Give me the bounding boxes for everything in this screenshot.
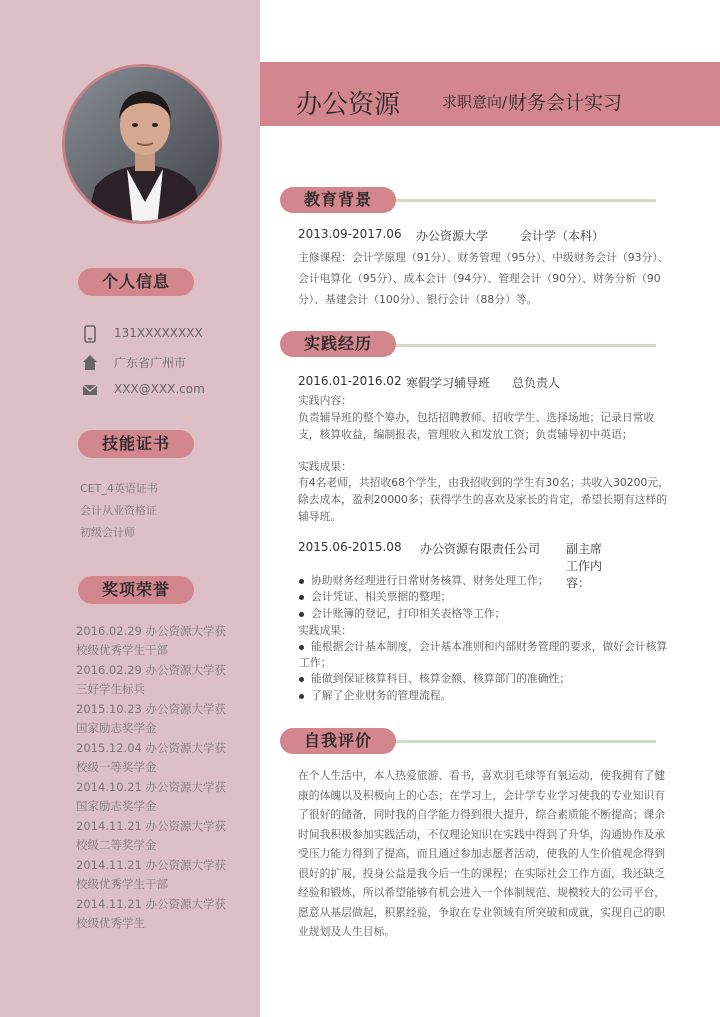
job2-role: 副主席工作内容： xyxy=(566,542,603,590)
contact-email xyxy=(82,381,242,401)
award-item: 2015.10.23 办公资源大学获国家励志奖学金 xyxy=(76,702,226,735)
job1-content-label: 实践内容： xyxy=(298,394,352,407)
phone-text: 131XXXXXXXX xyxy=(114,326,203,340)
job2-duty: 会计凭证、相关票据的整理； xyxy=(299,589,671,605)
job1-result-label: 实践成果： xyxy=(298,460,352,473)
job2-result: 能根据会计基本制度，会计基本准则和内部财务管理的要求，做好会计核算工作； xyxy=(299,640,668,669)
self-eval-text: 在个人生活中，本人热爱旅游、看书，喜欢羽毛球等有氧运动，使我拥有了健康的体魄以及积极向上的心态；在学习上，会计学专业学习使我的专业知识有了很好的储备，同时我的自学能力得到很大提升，综合素质能不断提高；课余时间我积极参加实践活动，不仅理论知识在实践中得到了升华，沟通协作及承受压力能力得到了提高，而且通过参加志愿者活动，使我的人生价值观念得到很好的扩展，投身公益是我今后一生的课程；在实际社会工作方面，我还缺乏经验和锻炼，所以希望能够有机会进入一个体制规范、规模较大的公司平台，愿意从基层做起，积累经验，争取在专业领域有所突破和成就，实现自己的职业规划及人生目标。 xyxy=(298,769,666,938)
home-icon xyxy=(82,353,98,371)
address-text: 广东省广州市 xyxy=(114,356,187,370)
job2-period: 2015.06-2015.08 xyxy=(298,540,402,554)
bullet-icon xyxy=(299,677,304,682)
award-item: 2014.11.21 办公资源大学获校级优秀学生干部 xyxy=(76,858,226,891)
job2-result: 了解了企业财务的管理流程。 xyxy=(299,688,671,704)
award-item: 2016.02.29 办公资源大学获三好学生标兵 xyxy=(76,663,226,696)
contact-phone xyxy=(82,325,242,345)
job2-org: 办公资源有限责任公司 xyxy=(420,542,541,556)
awards-title: 奖项荣誉 xyxy=(78,576,194,604)
skill-item: CET_4英语证书 xyxy=(80,482,158,495)
job2-result: 能做到保证核算科目、核算金额、核算部门的准确性； xyxy=(299,671,671,687)
job-intent: 财务会计实习 xyxy=(508,92,623,114)
skill-item: 会计从业资格证 xyxy=(80,504,157,517)
award-item: 2015.12.04 办公资源大学获校级一等奖学金 xyxy=(76,741,226,774)
personal-info-title: 个人信息 xyxy=(78,268,194,296)
job1-result: 有4名老师，共招收68个学生，由我招收到的学生有30名；共收入30200元，除去成本，盈利20000多；获得学生的喜欢及家长的肯定，希望长期有这样的辅导班。 xyxy=(298,476,670,523)
education-period: 2013.09-2017.06 xyxy=(298,227,402,241)
mail-icon xyxy=(82,381,98,399)
bullet-icon xyxy=(299,595,304,600)
phone-icon xyxy=(82,325,98,343)
email-text: XXX@XXX.com xyxy=(114,382,205,396)
bullet-icon xyxy=(299,579,304,584)
job1-content: 负责辅导班的整个筹办，包括招聘教师、招收学生、选择场地；记录日常收支，核算收益，编制报表，管理收入和发放工资；负责辅导初中英语； xyxy=(298,411,655,441)
award-item: 2014.10.21 办公资源大学获国家励志奖学金 xyxy=(76,780,226,813)
skills-title: 技能证书 xyxy=(78,430,194,458)
education-courses: 主修课程：会计学原理（91分）、财务管理（95分）、中级财务会计（93分）、会计电算化（95分）、成本会计（94分）、管理会计（90分）、财务分析（90分）、基建会计（100分）、银行会计（88分）等。 xyxy=(298,251,669,306)
education-major: 会计学（本科） xyxy=(520,229,605,243)
education-school: 办公资源大学 xyxy=(416,229,489,243)
job2-duty: 会计账簿的登记，打印相关表格等工作； xyxy=(299,606,671,622)
practice-title: 实践经历 xyxy=(280,331,396,357)
award-item: 2014.11.21 办公资源大学获校级二等奖学金 xyxy=(76,819,226,852)
contact-address xyxy=(82,353,242,373)
skill-item: 初级会计师 xyxy=(80,526,135,539)
job1-org: 寒假学习辅导班 xyxy=(406,376,491,390)
bullet-icon xyxy=(299,645,304,650)
bullet-icon xyxy=(299,612,304,617)
job1-period: 2016.01-2016.02 xyxy=(298,374,402,388)
award-item: 2014.11.21 办公资源大学获校级优秀学生 xyxy=(76,897,226,930)
page-title: 办公资源 xyxy=(296,90,401,120)
job1-role: 总负责人 xyxy=(512,376,561,390)
self-eval-title: 自我评价 xyxy=(280,728,396,754)
education-title: 教育背景 xyxy=(280,187,396,213)
bullet-icon xyxy=(299,694,304,699)
award-item: 2016.02.29 办公资源大学获校级优秀学生干部 xyxy=(76,624,226,657)
avatar xyxy=(62,64,222,224)
job2-result-label: 实践成果： xyxy=(298,624,352,637)
avatar-portrait xyxy=(65,67,222,224)
job-intent-label: 求职意向/ xyxy=(442,93,508,111)
job2-duty: 协助财务经理进行日常财务核算、财务处理工作； xyxy=(299,573,671,589)
